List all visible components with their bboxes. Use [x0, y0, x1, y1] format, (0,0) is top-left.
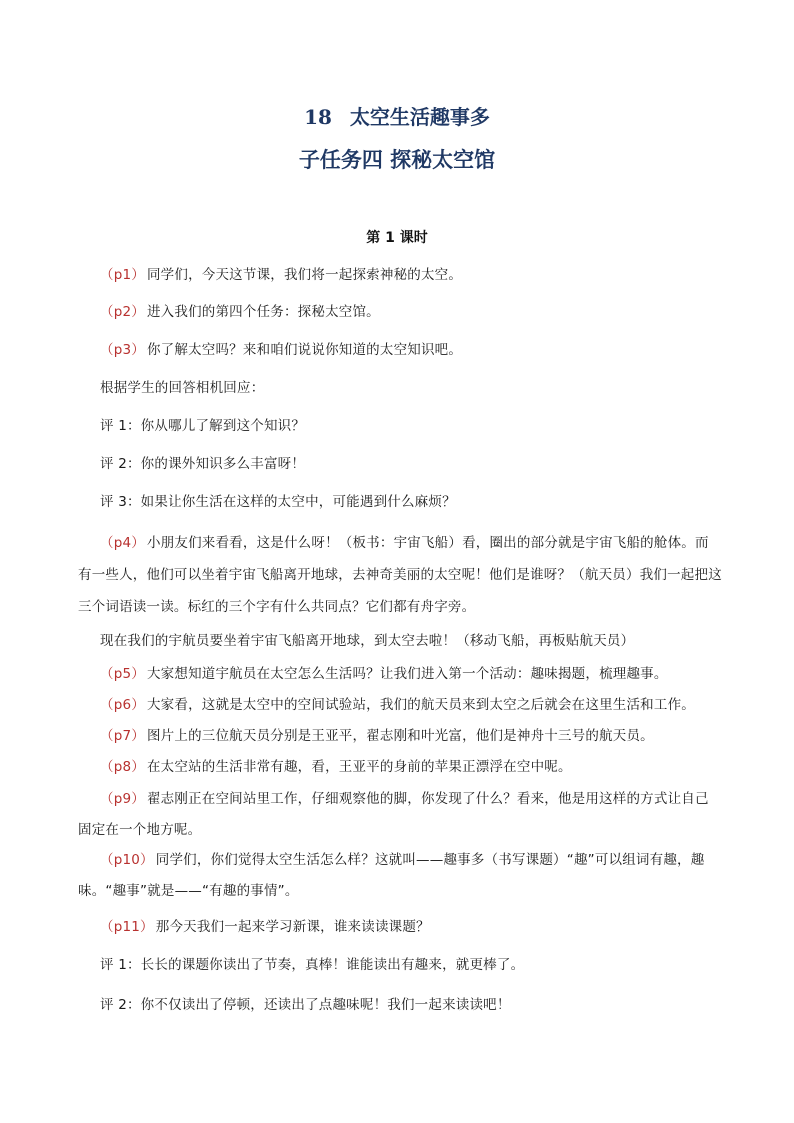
- paragraph: [100, 990, 720, 1021]
- slide-tag: （p9）: [100, 791, 145, 807]
- paragraph-text: 评 1：长长的课题你读出了节奏，真棒！谁能读出有趣来，就更棒了。: [100, 957, 525, 973]
- paragraph-text: 评 2：你不仅读出了停顿，还读出了点趣味呢！我们一起来读读吧！: [100, 997, 511, 1013]
- lesson-number: 18: [304, 105, 332, 129]
- lesson-title: [0, 103, 794, 131]
- slide-tag: （p5）: [100, 666, 145, 682]
- paragraph: [100, 912, 720, 943]
- paragraph: [100, 721, 720, 752]
- class-period-heading: 第 1 课时: [366, 230, 428, 246]
- paragraph-text: 在太空站的生活非常有趣，看，王亚平的身前的苹果正漂浮在空中呢。: [146, 759, 572, 775]
- paragraph-text: 现在我们的宇航员要坐着宇宙飞船离开地球，到太空去啦！（移动飞船，再板贴航天员）: [100, 633, 635, 649]
- paragraph-text: 小朋友们来看看，这是什么呀！（板书：宇宙飞船）看，圈出的部分就是宇宙飞船的舱体。而有一些人，他们可以坐着宇宙飞船离开地球，去神奇美丽的太空呢！他们是谁呀？（航天员）我们一起把这三个词语读一读。标红的三个字有什么共同点？它们都有舟字旁。: [78, 535, 722, 615]
- paragraph-text: 你了解太空吗？来和咱们说说你知道的太空知识吧。: [146, 342, 463, 358]
- slide-tag: （p10）: [100, 852, 154, 868]
- paragraph-text: 进入我们的第四个任务：探秘太空馆。: [146, 304, 380, 320]
- paragraph: [100, 297, 720, 328]
- paragraph: [78, 784, 722, 846]
- paragraph: [100, 449, 720, 480]
- paragraph-text: 大家看，这就是太空中的空间试验站，我们的航天员来到太空之后就会在这里生活和工作。: [146, 697, 695, 713]
- paragraph-text: 大家想知道宇航员在太空怎么生活吗？让我们进入第一个活动：趣味揭题，梳理趣事。: [146, 666, 668, 682]
- paragraph: [100, 950, 720, 981]
- slide-tag: （p1）: [100, 267, 145, 283]
- slide-tag: （p8）: [100, 759, 145, 775]
- paragraph: [78, 845, 722, 907]
- paragraph-text: 评 1：你从哪儿了解到这个知识？: [100, 418, 306, 434]
- paragraph: [100, 626, 720, 657]
- lesson-title-text: 太空生活趣事多: [349, 105, 490, 129]
- paragraph: [100, 411, 720, 442]
- paragraph-text: 图片上的三位航天员分别是王亚平，翟志刚和叶光富，他们是神舟十三号的航天员。: [146, 728, 654, 744]
- paragraph: [100, 260, 720, 291]
- slide-tag: （p4）: [100, 535, 145, 551]
- paragraph-text: 评 2：你的课外知识多么丰富呀！: [100, 456, 306, 472]
- paragraph: [78, 527, 722, 623]
- slide-tag: （p11）: [100, 919, 154, 935]
- paragraph: [100, 487, 720, 518]
- lesson-subtitle: 子任务四 探秘太空馆: [298, 147, 496, 172]
- paragraph-text: 根据学生的回答相机回应：: [100, 380, 265, 396]
- paragraph: [100, 335, 720, 366]
- slide-tag: （p7）: [100, 728, 145, 744]
- slide-tag: （p2）: [100, 304, 145, 320]
- paragraph: [100, 373, 720, 404]
- slide-tag: （p3）: [100, 342, 145, 358]
- paragraph-text: 评 3：如果让你生活在这样的太空中，可能遇到什么麻烦？: [100, 494, 456, 510]
- paragraph-text: 同学们，你们觉得太空生活怎么样？这就叫——趣事多（书写课题）“趣”可以组词有趣，趣味。“趣事”就是——“有趣的事情”。: [78, 852, 705, 899]
- paragraph-text: 翟志刚正在空间站里工作，仔细观察他的脚，你发现了什么？看来，他是用这样的方式让自己固定在一个地方呢。: [78, 791, 709, 838]
- paragraph-text: 那今天我们一起来学习新课，谁来读读课题？: [155, 919, 430, 935]
- paragraph: [100, 690, 720, 721]
- paragraph: [100, 659, 720, 690]
- slide-tag: （p6）: [100, 697, 145, 713]
- paragraph: [100, 752, 720, 783]
- paragraph-text: 同学们，今天这节课，我们将一起探索神秘的太空。: [146, 267, 463, 283]
